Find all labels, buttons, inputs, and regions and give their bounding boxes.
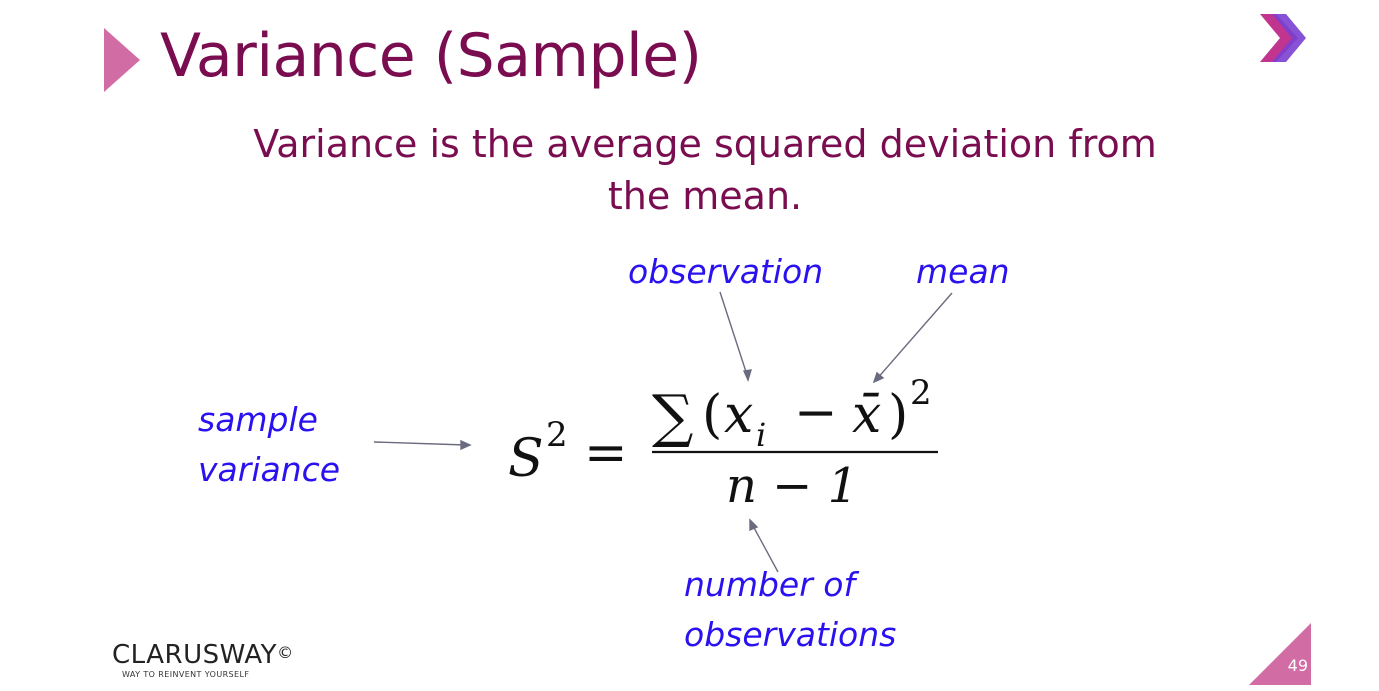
sample-arrow bbox=[374, 442, 466, 445]
logo-name bbox=[112, 640, 294, 670]
sample-arrowhead bbox=[461, 441, 470, 449]
slide-title: Variance (Sample) bbox=[160, 21, 702, 91]
formula-sum: ∑ bbox=[652, 382, 694, 450]
formula-xbar: x̄ bbox=[852, 385, 882, 445]
formula-x: x bbox=[724, 385, 754, 445]
formula-lhs: S bbox=[508, 429, 544, 489]
mean-label: mean bbox=[916, 252, 1010, 291]
formula-close-paren: ) bbox=[888, 385, 909, 445]
number-of-line2: observations bbox=[684, 615, 897, 654]
clarusway-logo bbox=[112, 640, 294, 679]
sample-variance-line2: variance bbox=[198, 450, 341, 489]
formula-exponent: 2 bbox=[910, 373, 932, 413]
sample-variance-line1: sample bbox=[198, 400, 318, 439]
sample-variance-label bbox=[198, 395, 340, 495]
formula-subscript: i bbox=[756, 416, 767, 454]
logo-text: CLARUSWAY bbox=[112, 640, 278, 670]
formula-lhs-exponent: 2 bbox=[546, 415, 568, 455]
page-number: 49 bbox=[1287, 656, 1308, 675]
slide-subtitle: Variance is the average squared deviation from the mean. bbox=[253, 122, 1157, 218]
corner-triangle-icon bbox=[1249, 623, 1311, 685]
logo-tagline: WAY TO REINVENT YOURSELF bbox=[122, 670, 250, 679]
formula-minus: − bbox=[794, 383, 838, 443]
number-of-line1: number of bbox=[684, 565, 856, 604]
formula-denominator: n − 1 bbox=[726, 458, 859, 514]
formula-open-paren: ( bbox=[702, 385, 723, 445]
observation-arrow bbox=[720, 292, 748, 378]
observation-label: observation bbox=[628, 252, 824, 291]
logo-copyright: © bbox=[277, 643, 294, 662]
number-of-observations-label bbox=[684, 560, 896, 660]
number-arrowhead bbox=[750, 520, 757, 530]
observation-arrowhead bbox=[744, 370, 751, 380]
mean-arrow bbox=[876, 293, 952, 380]
formula-equals: = bbox=[584, 423, 628, 483]
